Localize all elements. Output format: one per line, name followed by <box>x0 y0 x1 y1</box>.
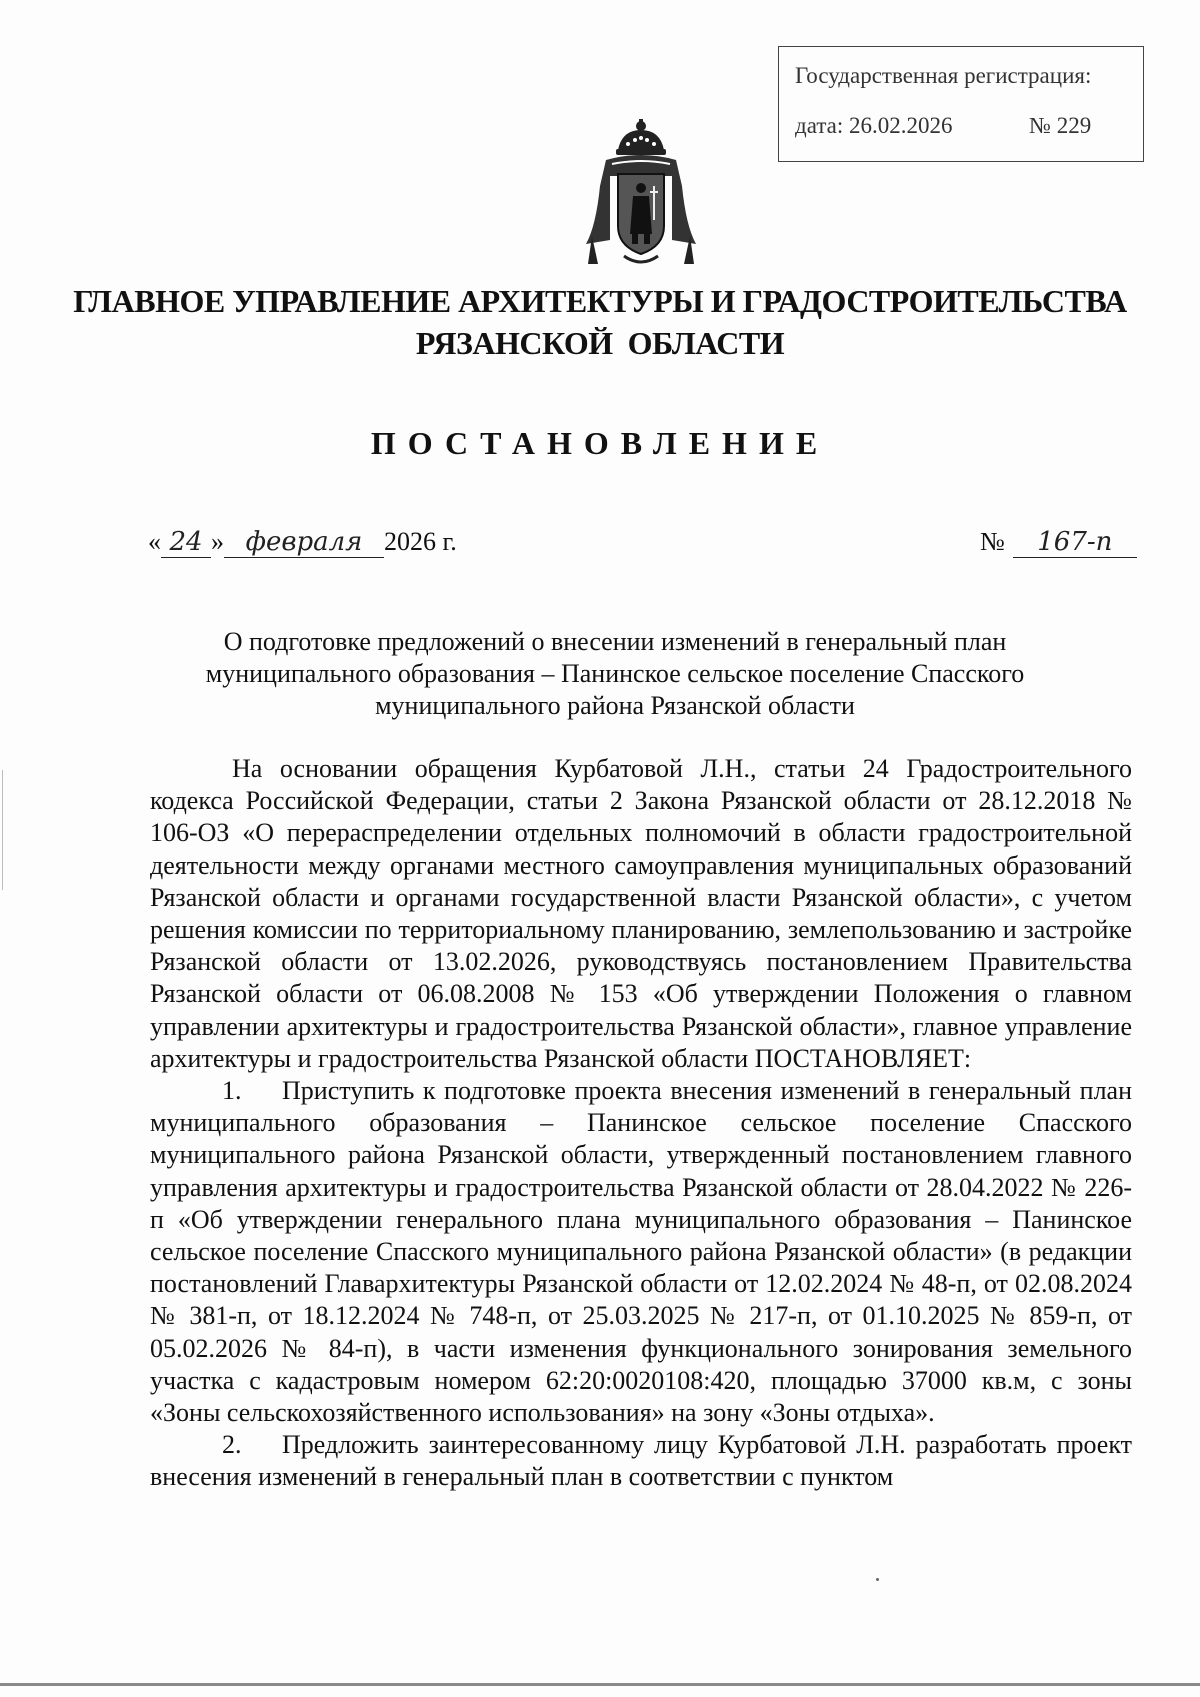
number-handwritten: 167-п <box>1013 527 1137 558</box>
scan-speck <box>876 1578 879 1581</box>
subject-line1: О подготовке предложений о внесении изменений в генеральный план <box>223 627 1007 656</box>
list-item <box>150 1429 1132 1493</box>
agency-title-line1: ГЛАВНОЕ УПРАВЛЕНИЕ АРХИТЕКТУРЫ И ГРАДОСТРОИТЕЛЬСТВА <box>73 283 1127 319</box>
registration-label: Государственная регистрация: <box>795 63 1092 88</box>
number-sign: № <box>980 527 1005 556</box>
scan-edge-mark <box>2 770 3 890</box>
subject-line3: муниципального района Рязанской области <box>375 691 855 720</box>
document-date <box>148 527 457 558</box>
date-year: 2026 г. <box>384 527 457 556</box>
date-open-quote: « <box>148 527 161 556</box>
date-month-handwritten: февраля <box>224 527 384 558</box>
registration-number: № 229 <box>1029 113 1092 138</box>
subject-line2: муниципального образования – Панинское сельское поселение Спасского <box>205 659 1025 688</box>
list-item <box>150 1075 1132 1429</box>
list-item-number: 1. <box>222 1076 242 1106</box>
document-body <box>150 753 1132 1494</box>
list-item-text: Приступить к подготовке проекта внесения изменений в генеральный план муниципального образования – Панинское сельское поселение Спасского муниципального района Рязанской области, утвержденный постановлением главного управления архитектуры и градостроительства Рязанской области от 28.04.2022 № 226-п «Об утверждении генерального плана муниципального образования – Панинское сельское поселение Спасского муниципального района Рязанской области» (в редакции постановлений Главархитектуры Рязанской области от 12.02.2024 № 48-п, от 02.08.2024 № 381-п, от 18.12.2024 № 748-п, от 25.03.2025 № 217-п, от 01.10.2025 № 859-п, от 05.02.2026 № 84-п), в части изменения функционального зонирования земельного участка с кадастровым номером 62:20:0020108:420, площадью 37000 кв.м, с зоны «Зоны сельскохозяйственного использования» на зону «Зоны отдыха». <box>150 1076 1132 1428</box>
document-type: ПОСТАНОВЛЕНИЕ <box>370 425 830 461</box>
registration-stamp <box>778 46 1144 162</box>
list-item-number: 2. <box>222 1430 242 1460</box>
date-day-handwritten: 24 <box>161 527 211 558</box>
list-item-text: Предложить заинтересованному лицу Курбатовой Л.Н. разработать проект внесения изменений в генеральный план в соответствии с пунктом <box>150 1430 1132 1492</box>
agency-title-line2: РЯЗАНСКОЙ ОБЛАСТИ <box>415 325 785 361</box>
registration-date: дата: 26.02.2026 <box>795 113 953 138</box>
document-number <box>980 527 1137 558</box>
date-close-quote: » <box>211 527 224 556</box>
ryazan-coat-of-arms-icon <box>578 116 704 276</box>
document-subject <box>150 626 1080 722</box>
page-bottom-edge <box>0 1683 1200 1686</box>
preamble-paragraph: На основании обращения Курбатовой Л.Н., статьи 24 Градостроительного кодекса Российской Федерации, статьи 2 Закона Рязанской области от 28.12.2018 № 106-ОЗ «О перераспределении отдельных полномочий в области градостроительной деятельности между органами местного самоуправления муниципальных образований Рязанской области и органами государственной власти Рязанской области», с учетом решения комиссии по территориальному планированию, землепользованию и застройке Рязанской области от 13.02.2026, руководствуясь постановлением Правительства Рязанской области от 06.08.2008 № 153 «Об утверждении Положения о главном управлении архитектуры и градостроительства Рязанской области», главное управление архитектуры и градостроительства Рязанской области ПОСТАНОВЛЯЕТ: <box>150 754 1132 1073</box>
agency-title <box>60 280 1140 364</box>
